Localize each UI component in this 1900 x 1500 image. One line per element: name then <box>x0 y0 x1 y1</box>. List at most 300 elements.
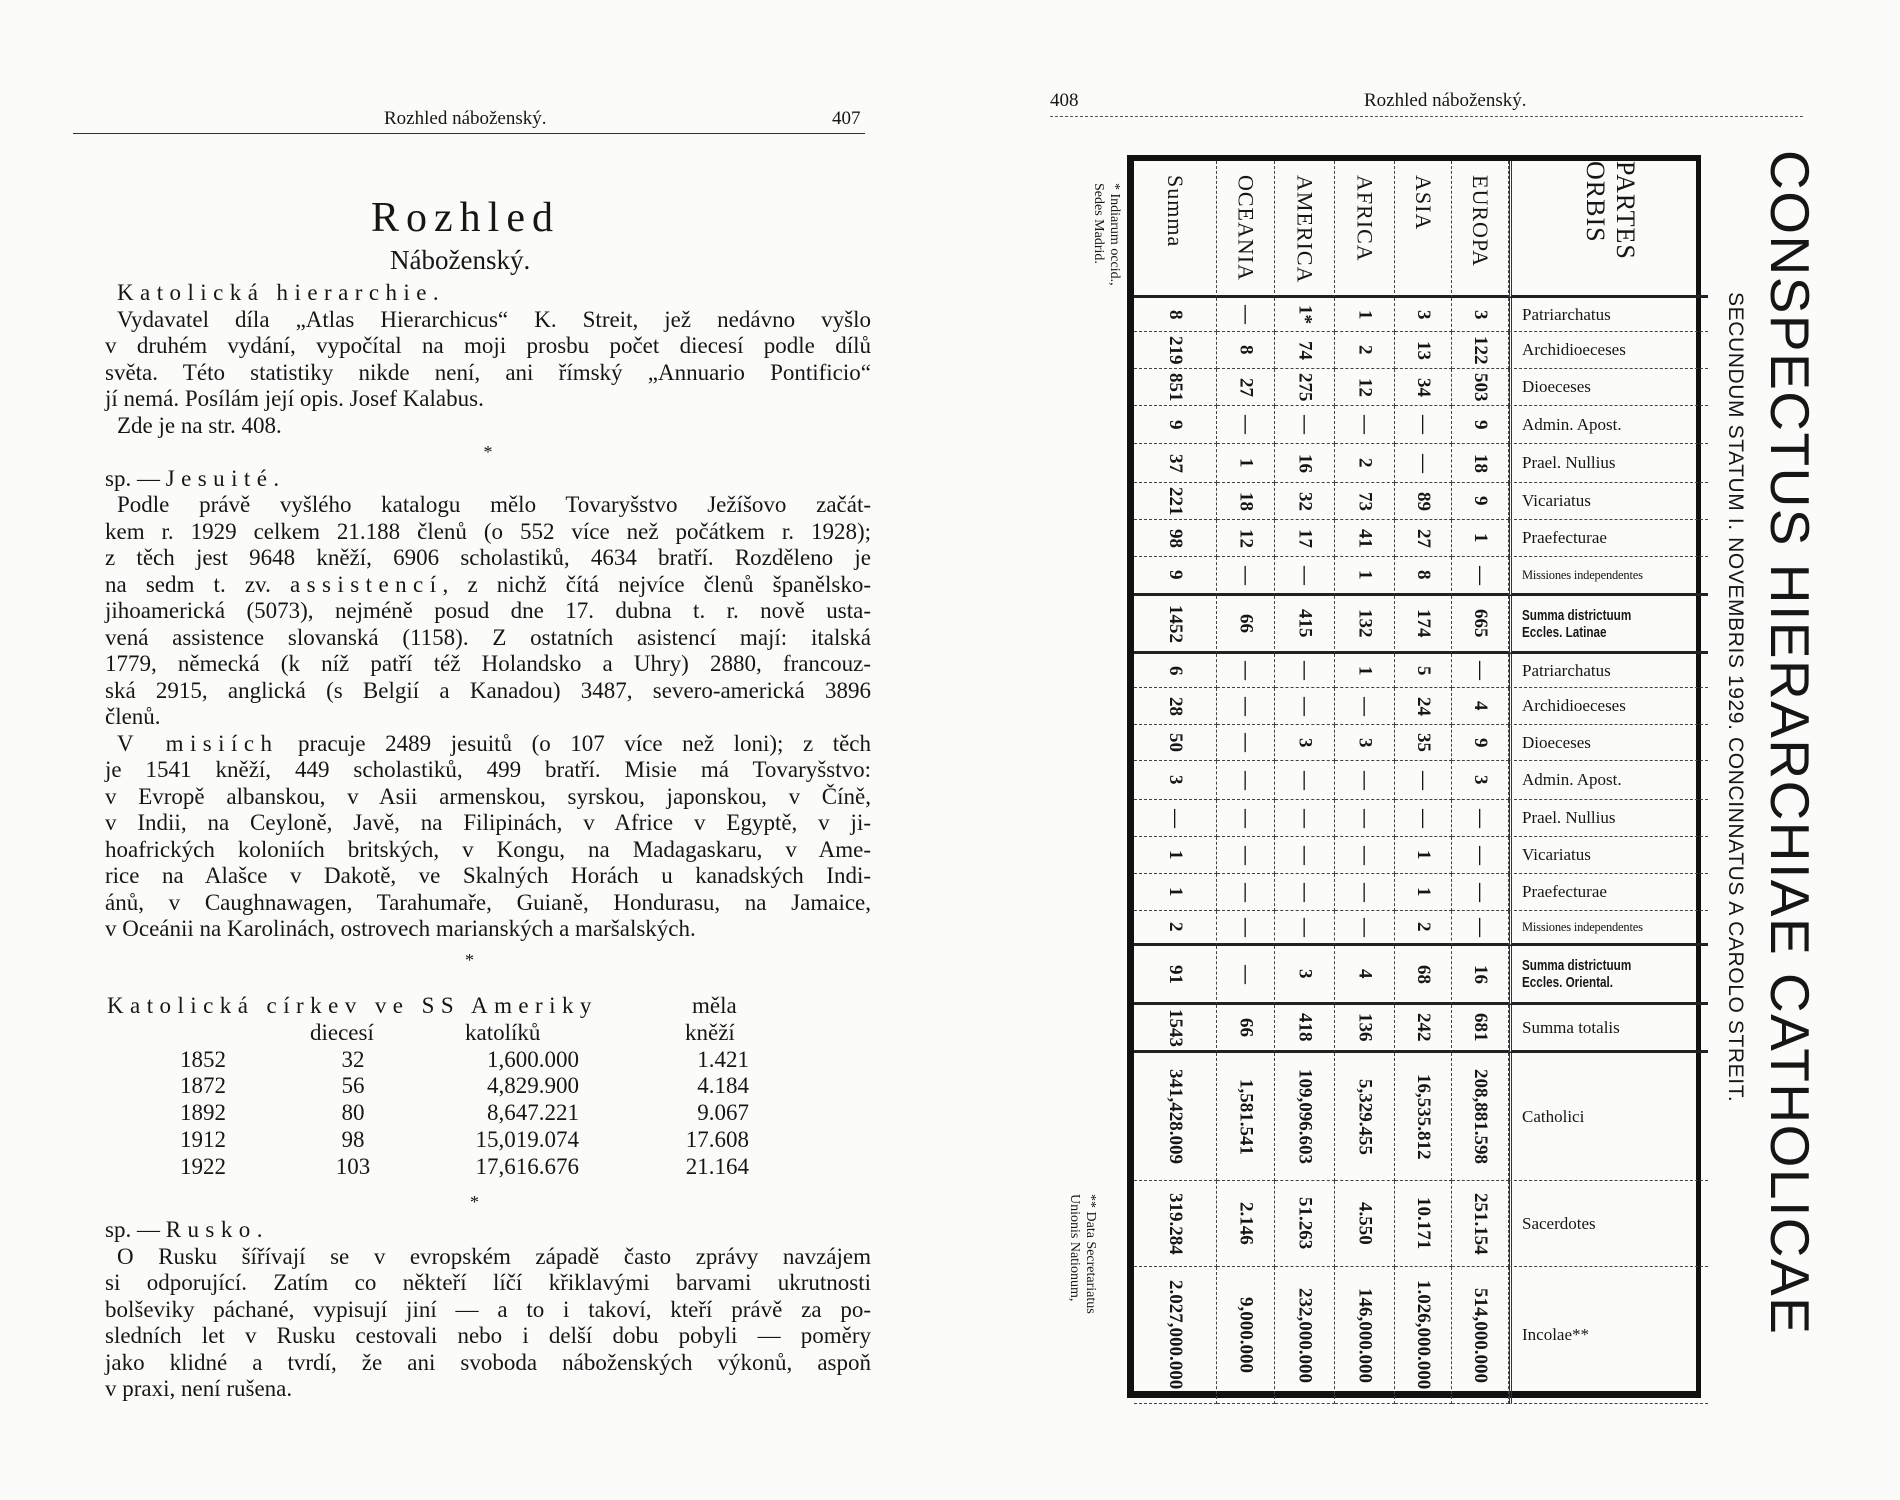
value-cell: 251.154 <box>1452 1181 1509 1267</box>
value-cell: — <box>1335 406 1395 444</box>
value-cell: — <box>1217 837 1275 874</box>
text-line <box>105 466 871 493</box>
value-cell: 1 <box>1335 557 1395 596</box>
col-header-catholics: katolíků <box>465 1019 541 1045</box>
priests-cell: 1.421 <box>697 1046 749 1072</box>
text-line <box>105 757 871 784</box>
value-cell: 9 <box>1452 406 1509 444</box>
text-run: sp. — <box>105 465 166 491</box>
category-label <box>1509 800 1708 837</box>
text-run: , z nichž čítá nejvíce členů španělsko- <box>442 571 871 597</box>
text-line <box>105 519 871 546</box>
dioceses-cell: 80 <box>341 1100 365 1126</box>
text-line <box>105 731 871 758</box>
value-cell: 9 <box>1134 406 1217 444</box>
separator-star: * <box>470 1192 479 1212</box>
value-cell: 1 <box>1134 837 1217 874</box>
value-cell: 2 <box>1335 444 1395 483</box>
value-cell: 1 <box>1335 654 1395 688</box>
text-line <box>105 863 871 890</box>
text-run: Podle právě vyšlého katalogu mělo Tovaryšstvo Ježíšovo začát- <box>117 492 871 517</box>
category-label-text: Praefecturae <box>1522 528 1607 547</box>
value-cell: 10.171 <box>1395 1181 1452 1267</box>
category-label-text: Dioeceses <box>1522 377 1591 396</box>
category-label-text: Patriarchatus <box>1522 304 1611 324</box>
value-cell: — <box>1275 406 1335 444</box>
category-label <box>1509 761 1708 800</box>
category-label-text: Missiones independentes <box>1522 567 1643 582</box>
region-header: AMERICA <box>1275 161 1335 298</box>
value-cell: 1,581.541 <box>1217 1053 1275 1181</box>
footnote-1-line: * Indiarum occid., <box>1107 183 1122 286</box>
value-cell: — <box>1217 406 1275 444</box>
value-cell: 37 <box>1134 444 1217 483</box>
value-cell: — <box>1217 874 1275 911</box>
year-cell: 1912 <box>180 1126 226 1152</box>
value-cell: 3 <box>1452 761 1509 800</box>
value-cell: 66 <box>1217 1005 1275 1053</box>
category-label <box>1509 557 1708 596</box>
value-cell: 208,881.598 <box>1452 1053 1509 1181</box>
spaced-emphasis: assistencí <box>289 571 443 597</box>
text-run: kem r. 1929 celkem 21.188 členů (o 552 více než počátkem r. 1928); <box>105 518 871 544</box>
us-table-header <box>105 1020 871 1047</box>
category-label-text: Archidioeceses <box>1522 696 1626 715</box>
value-cell: 415 <box>1275 596 1335 654</box>
value-cell: 27 <box>1217 369 1275 406</box>
value-cell: 503 <box>1452 369 1509 406</box>
category-label-text: Summa districtuum Eccles. Latinae <box>1522 606 1632 641</box>
category-label <box>1509 298 1708 332</box>
value-cell: 2.027,000.000 <box>1134 1267 1217 1404</box>
priests-cell: 21.164 <box>685 1153 749 1179</box>
spaced-emphasis: Rusko. <box>165 1217 269 1242</box>
category-label <box>1509 520 1708 557</box>
text-line <box>105 572 871 599</box>
text-run: jihoamerická (5073), nejméně posud dne 17. dubna t. r. nově usta- <box>105 598 871 623</box>
text-line <box>105 360 871 387</box>
text-line <box>105 492 871 519</box>
category-label-text: Prael. Nullius <box>1522 453 1616 472</box>
priests-cell: 17.608 <box>685 1126 749 1152</box>
category-label-text: Incolae** <box>1522 1325 1590 1344</box>
table-title: CONSPECTUS HIERARCHIAE CATHOLICAE <box>1759 150 1821 1336</box>
separator-star: * <box>483 442 493 462</box>
footnote-2 <box>1066 1194 1098 1314</box>
category-label-text: Praefecturae <box>1522 882 1607 901</box>
value-cell: 232,000.000 <box>1275 1267 1335 1404</box>
value-cell: 74 <box>1275 332 1335 369</box>
value-cell: 2 <box>1134 911 1217 946</box>
value-cell: 9 <box>1452 483 1509 520</box>
value-cell: 1 <box>1395 837 1452 874</box>
value-cell: 9,000.000 <box>1217 1267 1275 1404</box>
us-statistics-table <box>105 993 871 1181</box>
value-cell: 136 <box>1335 1005 1395 1053</box>
table-subtitle: SECUNDUM STATUM I. NOVEMBRIS 1929. CONCINNATUS A CAROLO STREIT. <box>1724 292 1747 1103</box>
priests-cell: 4.184 <box>697 1073 749 1099</box>
value-cell: 34 <box>1395 369 1452 406</box>
value-cell: 8 <box>1395 557 1452 596</box>
value-cell: — <box>1275 761 1335 800</box>
value-cell: 8 <box>1217 332 1275 369</box>
text-run: v Oceánii na Karolinách, ostrovech marianských a maršalských. <box>105 916 696 941</box>
value-cell: — <box>1395 761 1452 800</box>
value-cell: 319.284 <box>1134 1181 1217 1267</box>
category-label <box>1509 1053 1708 1181</box>
value-cell: 122 <box>1452 332 1509 369</box>
year-cell: 1892 <box>180 1100 226 1126</box>
value-cell: 219 <box>1134 332 1217 369</box>
value-cell: 12 <box>1217 520 1275 557</box>
text-line <box>105 890 871 917</box>
category-label <box>1509 332 1708 369</box>
value-cell: 132 <box>1335 596 1395 654</box>
header-rule-right <box>1050 116 1803 117</box>
page-number-right: 408 <box>1050 90 1079 111</box>
text-run: z těch jest 9648 kněží, 6906 scholastiků, 4634 bratří. Rozděleno je <box>105 545 871 570</box>
value-cell: 3 <box>1134 761 1217 800</box>
text-line <box>105 386 871 413</box>
value-cell: 3 <box>1452 298 1509 332</box>
text-line <box>105 1244 871 1271</box>
category-label-text: Prael. Nullius <box>1522 808 1616 827</box>
dioceses-cell: 32 <box>341 1046 365 1072</box>
text-run: na sedm t. zv. <box>105 571 290 597</box>
text-line <box>105 545 871 572</box>
text-line <box>105 1270 871 1297</box>
value-cell: 1 <box>1134 874 1217 911</box>
us-table-row <box>105 1100 871 1127</box>
text-line <box>105 1323 871 1350</box>
value-cell: — <box>1217 654 1275 688</box>
us-table-row <box>105 1127 871 1154</box>
value-cell: — <box>1452 911 1509 946</box>
category-label <box>1509 596 1708 654</box>
value-cell: — <box>1335 874 1395 911</box>
category-label-text: Missiones independentes <box>1522 919 1643 934</box>
value-cell: 91 <box>1134 946 1217 1005</box>
category-label <box>1509 369 1708 406</box>
us-table-title <box>105 993 871 1020</box>
header-rule-left <box>73 133 865 134</box>
article-body-2 <box>105 1217 871 1403</box>
category-label-text: Summa districtuum Eccles. Oriental. <box>1522 957 1632 991</box>
category-label <box>1509 1181 1708 1267</box>
value-cell: 5 <box>1395 654 1452 688</box>
col-header-dioceses: diecesí <box>310 1019 374 1045</box>
text-line <box>105 413 871 440</box>
text-run: 1779, německá (k níž patří též Holandsko a Uhry) 2880, francouz- <box>105 651 871 676</box>
value-cell: — <box>1217 946 1275 1005</box>
text-run: Zde je na str. 408. <box>117 412 282 438</box>
col-header-priests: kněží <box>685 1019 735 1045</box>
region-header: AFRICA <box>1335 161 1395 298</box>
dioceses-cell: 98 <box>341 1126 365 1152</box>
category-label <box>1509 911 1708 946</box>
value-cell: 32 <box>1275 483 1335 520</box>
text-line <box>105 678 871 705</box>
value-cell: — <box>1395 406 1452 444</box>
value-cell: — <box>1275 800 1335 837</box>
value-cell: — <box>1452 837 1509 874</box>
section-subtitle: Náboženský. <box>390 245 531 275</box>
value-cell: 275 <box>1275 369 1335 406</box>
text-run: v praxi, není rušena. <box>105 1376 293 1401</box>
value-cell: 514,000.000 <box>1452 1267 1509 1404</box>
value-cell: 1452 <box>1134 596 1217 654</box>
catholics-cell: 15,019.074 <box>475 1126 579 1152</box>
us-table-title-spaced: Katolická církev ve SS Ameriky <box>107 993 598 1018</box>
text-line <box>105 1297 871 1324</box>
text-run: je 1541 kněží, 449 scholastiků, 499 bratří. Misie má Tovaryšstvo: <box>105 757 871 782</box>
text-run: ánů, v Caughnawagen, Tarahumaře, Guianě, Hondurasu, na Jamaice, <box>105 889 871 915</box>
region-header: ASIA <box>1395 161 1452 298</box>
dioceses-cell: 103 <box>335 1153 371 1179</box>
value-cell: 9 <box>1134 557 1217 596</box>
text-run: vená assistence slovanská (1158). Z ostatních asistencí mají: italská <box>105 624 871 650</box>
text-line <box>105 333 871 360</box>
text-run: rice na Alašce v Dakotě, ve Skalných Horách u kanadských Indi- <box>105 863 871 888</box>
category-label <box>1509 725 1708 761</box>
value-cell: — <box>1452 874 1509 911</box>
value-cell: 851 <box>1134 369 1217 406</box>
value-cell: 4 <box>1335 946 1395 1005</box>
value-cell: — <box>1275 911 1335 946</box>
value-cell: 1 <box>1452 520 1509 557</box>
value-cell: 51.263 <box>1275 1181 1335 1267</box>
value-cell: — <box>1395 444 1452 483</box>
value-cell: 2 <box>1395 911 1452 946</box>
text-line <box>105 1350 871 1377</box>
value-cell: 2.146 <box>1217 1181 1275 1267</box>
value-cell: — <box>1217 800 1275 837</box>
text-line <box>105 651 871 678</box>
value-cell: — <box>1335 837 1395 874</box>
value-cell: 16 <box>1452 946 1509 1005</box>
value-cell: 89 <box>1395 483 1452 520</box>
value-cell: 98 <box>1134 520 1217 557</box>
value-cell: 24 <box>1395 688 1452 725</box>
text-run: jí nemá. Posílám její opis. Josef Kalabus. <box>105 386 484 411</box>
value-cell: — <box>1217 688 1275 725</box>
value-cell: — <box>1335 911 1395 946</box>
category-label <box>1509 444 1708 483</box>
value-cell: 1* <box>1275 298 1335 332</box>
category-label <box>1509 1005 1708 1053</box>
text-line <box>105 307 871 334</box>
section-title: Rozhled <box>371 195 560 241</box>
footnote-1 <box>1090 183 1122 286</box>
article-body-1 <box>105 280 871 943</box>
category-label <box>1509 688 1708 725</box>
footnote-2-line: ** Data Secretariatus <box>1083 1194 1098 1314</box>
value-cell: — <box>1217 725 1275 761</box>
value-cell: 41 <box>1335 520 1395 557</box>
footnote-1-line: Sedes Madrid. <box>1091 183 1106 264</box>
category-label-text: Patriarchatus <box>1522 660 1611 680</box>
value-cell: 418 <box>1275 1005 1335 1053</box>
text-run: ská 2915, anglická (s Belgií a Kanadou) 3487, severo-americká 3896 <box>105 677 871 703</box>
value-cell: — <box>1275 557 1335 596</box>
year-cell: 1852 <box>180 1046 226 1072</box>
year-cell: 1922 <box>180 1153 226 1179</box>
us-table-row <box>105 1073 871 1100</box>
value-cell: 27 <box>1395 520 1452 557</box>
text-run: Vydavatel díla „Atlas Hierarchicus“ K. Streit, jež nedávno vyšlo <box>117 306 871 332</box>
category-label-text: Admin. Apost. <box>1522 414 1622 434</box>
value-cell: 1543 <box>1134 1005 1217 1053</box>
region-header: Summa <box>1134 161 1217 298</box>
us-table-row <box>105 1154 871 1181</box>
value-cell: 1 <box>1217 444 1275 483</box>
value-cell: 3 <box>1395 298 1452 332</box>
footnote-2-line: Unionis Nationum, <box>1067 1194 1082 1302</box>
category-label-text: Dioeceses <box>1522 732 1591 752</box>
catholics-cell: 4,829.900 <box>487 1073 579 1099</box>
corner-header: PARTES ORBIS <box>1509 161 1708 298</box>
value-cell: 73 <box>1335 483 1395 520</box>
spaced-emphasis: V misiích <box>117 730 279 756</box>
value-cell: 50 <box>1134 725 1217 761</box>
value-cell: 665 <box>1452 596 1509 654</box>
value-cell: — <box>1134 800 1217 837</box>
text-line <box>105 784 871 811</box>
category-label <box>1509 406 1708 444</box>
text-run: členů. <box>105 704 161 729</box>
us-table-title-rest: měla <box>692 993 737 1018</box>
text-run: bolševiky páchané, vypisují jiní — a to i takoví, kteří právě za po- <box>105 1296 871 1322</box>
value-cell: — <box>1275 837 1335 874</box>
value-cell: 1 <box>1335 298 1395 332</box>
value-cell: — <box>1335 688 1395 725</box>
value-cell: 35 <box>1395 725 1452 761</box>
running-head-left: Rozhled náboženský. <box>384 108 547 129</box>
value-cell: 4 <box>1452 688 1509 725</box>
running-head-right: Rozhled náboženský. <box>1364 90 1527 111</box>
value-cell: — <box>1335 800 1395 837</box>
value-cell: 4.550 <box>1335 1181 1395 1267</box>
value-cell: 3 <box>1275 946 1335 1005</box>
value-cell: 28 <box>1134 688 1217 725</box>
category-label <box>1509 874 1708 911</box>
value-cell: 242 <box>1395 1005 1452 1053</box>
text-run: světa. Této statistiky nikde není, ani římský „Annuario Pontificio“ <box>105 359 871 385</box>
text-run: v druhém vydání, vypočítal na moji prosbu počet diecesí podle dílů <box>105 333 871 358</box>
value-cell: — <box>1217 911 1275 946</box>
value-cell: 2 <box>1335 332 1395 369</box>
value-cell: 12 <box>1335 369 1395 406</box>
text-run: sp. — <box>105 1217 166 1242</box>
value-cell: 66 <box>1217 596 1275 654</box>
us-table-body <box>105 1047 871 1181</box>
value-cell: — <box>1452 800 1509 837</box>
text-line <box>105 916 871 943</box>
region-header: EUROPA <box>1452 161 1509 298</box>
value-cell: 16,535.812 <box>1395 1053 1452 1181</box>
value-cell: — <box>1275 688 1335 725</box>
text-run: O Rusku šířívají se v evropském západě často zprávy navzájem <box>117 1243 871 1269</box>
text-run: pracuje 2489 jesuitů (o 107 více než loni); z těch <box>278 730 872 756</box>
text-line <box>105 598 871 625</box>
text-line <box>105 1376 871 1403</box>
value-cell: 17 <box>1275 520 1335 557</box>
category-label-text: Summa totalis <box>1522 1017 1620 1037</box>
category-label-text: Archidioeceses <box>1522 340 1626 359</box>
category-label <box>1509 946 1708 1005</box>
value-cell: 18 <box>1217 483 1275 520</box>
us-table-row <box>105 1047 871 1074</box>
value-cell: 6 <box>1134 654 1217 688</box>
value-cell: — <box>1217 298 1275 332</box>
value-cell: 8 <box>1134 298 1217 332</box>
hierarchy-table <box>1127 155 1701 1398</box>
category-label <box>1509 654 1708 688</box>
value-cell: 3 <box>1335 725 1395 761</box>
value-cell: 9 <box>1452 725 1509 761</box>
category-label-text: Admin. Apost. <box>1522 770 1622 789</box>
catholics-cell: 1,600.000 <box>487 1046 579 1072</box>
value-cell: — <box>1275 874 1335 911</box>
value-cell: 1 <box>1395 874 1452 911</box>
category-label <box>1509 1267 1708 1404</box>
region-header: OCEANIA <box>1217 161 1275 298</box>
separator-star: * <box>465 950 474 970</box>
value-cell: 341,428.009 <box>1134 1053 1217 1181</box>
dioceses-cell: 56 <box>341 1073 365 1099</box>
value-cell: 681 <box>1452 1005 1509 1053</box>
category-label <box>1509 837 1708 874</box>
category-label <box>1509 483 1708 520</box>
value-cell: 146,000.000 <box>1335 1267 1395 1404</box>
text-line <box>105 837 871 864</box>
value-cell: 221 <box>1134 483 1217 520</box>
value-cell: — <box>1395 800 1452 837</box>
text-line <box>105 625 871 652</box>
value-cell: — <box>1275 654 1335 688</box>
text-run: hoafrických koloniích britských, v Kongu, na Madagaskaru, v Ame- <box>105 836 871 862</box>
text-line <box>105 810 871 837</box>
page-number-left: 407 <box>832 108 861 129</box>
value-cell: 109,096.603 <box>1275 1053 1335 1181</box>
text-run: si odporující. Zatím co někteří líčí křiklavými barvami ukrutnosti <box>105 1270 871 1295</box>
text-run: jako klidné a tvrdí, že ani svoboda náboženských výkonů, aspoň <box>105 1349 871 1375</box>
spaced-emphasis: Katolická hierarchie. <box>117 280 446 305</box>
value-cell: — <box>1217 557 1275 596</box>
text-line <box>105 1217 871 1244</box>
value-cell: — <box>1217 761 1275 800</box>
value-cell: 5,329.455 <box>1335 1053 1395 1181</box>
value-cell: 3 <box>1275 725 1335 761</box>
value-cell: 18 <box>1452 444 1509 483</box>
category-label-text: Catholici <box>1522 1106 1585 1126</box>
value-cell: — <box>1452 654 1509 688</box>
value-cell: 174 <box>1395 596 1452 654</box>
category-label-text: Sacerdotes <box>1522 1213 1596 1233</box>
spaced-emphasis: Jesuité. <box>165 465 286 491</box>
text-run: v Evropě albanskou, v Asii armenskou, syrskou, japonskou, v Číně, <box>105 783 871 809</box>
category-label-text: Vicariatus <box>1522 491 1591 510</box>
year-cell: 1872 <box>180 1073 226 1099</box>
value-cell: — <box>1335 761 1395 800</box>
catholics-cell: 8,647.221 <box>487 1100 579 1126</box>
value-cell: — <box>1452 557 1509 596</box>
priests-cell: 9.067 <box>697 1100 749 1126</box>
value-cell: 68 <box>1395 946 1452 1005</box>
value-cell: 1.026,000.000 <box>1395 1267 1452 1404</box>
text-line <box>105 704 871 731</box>
value-cell: 13 <box>1395 332 1452 369</box>
